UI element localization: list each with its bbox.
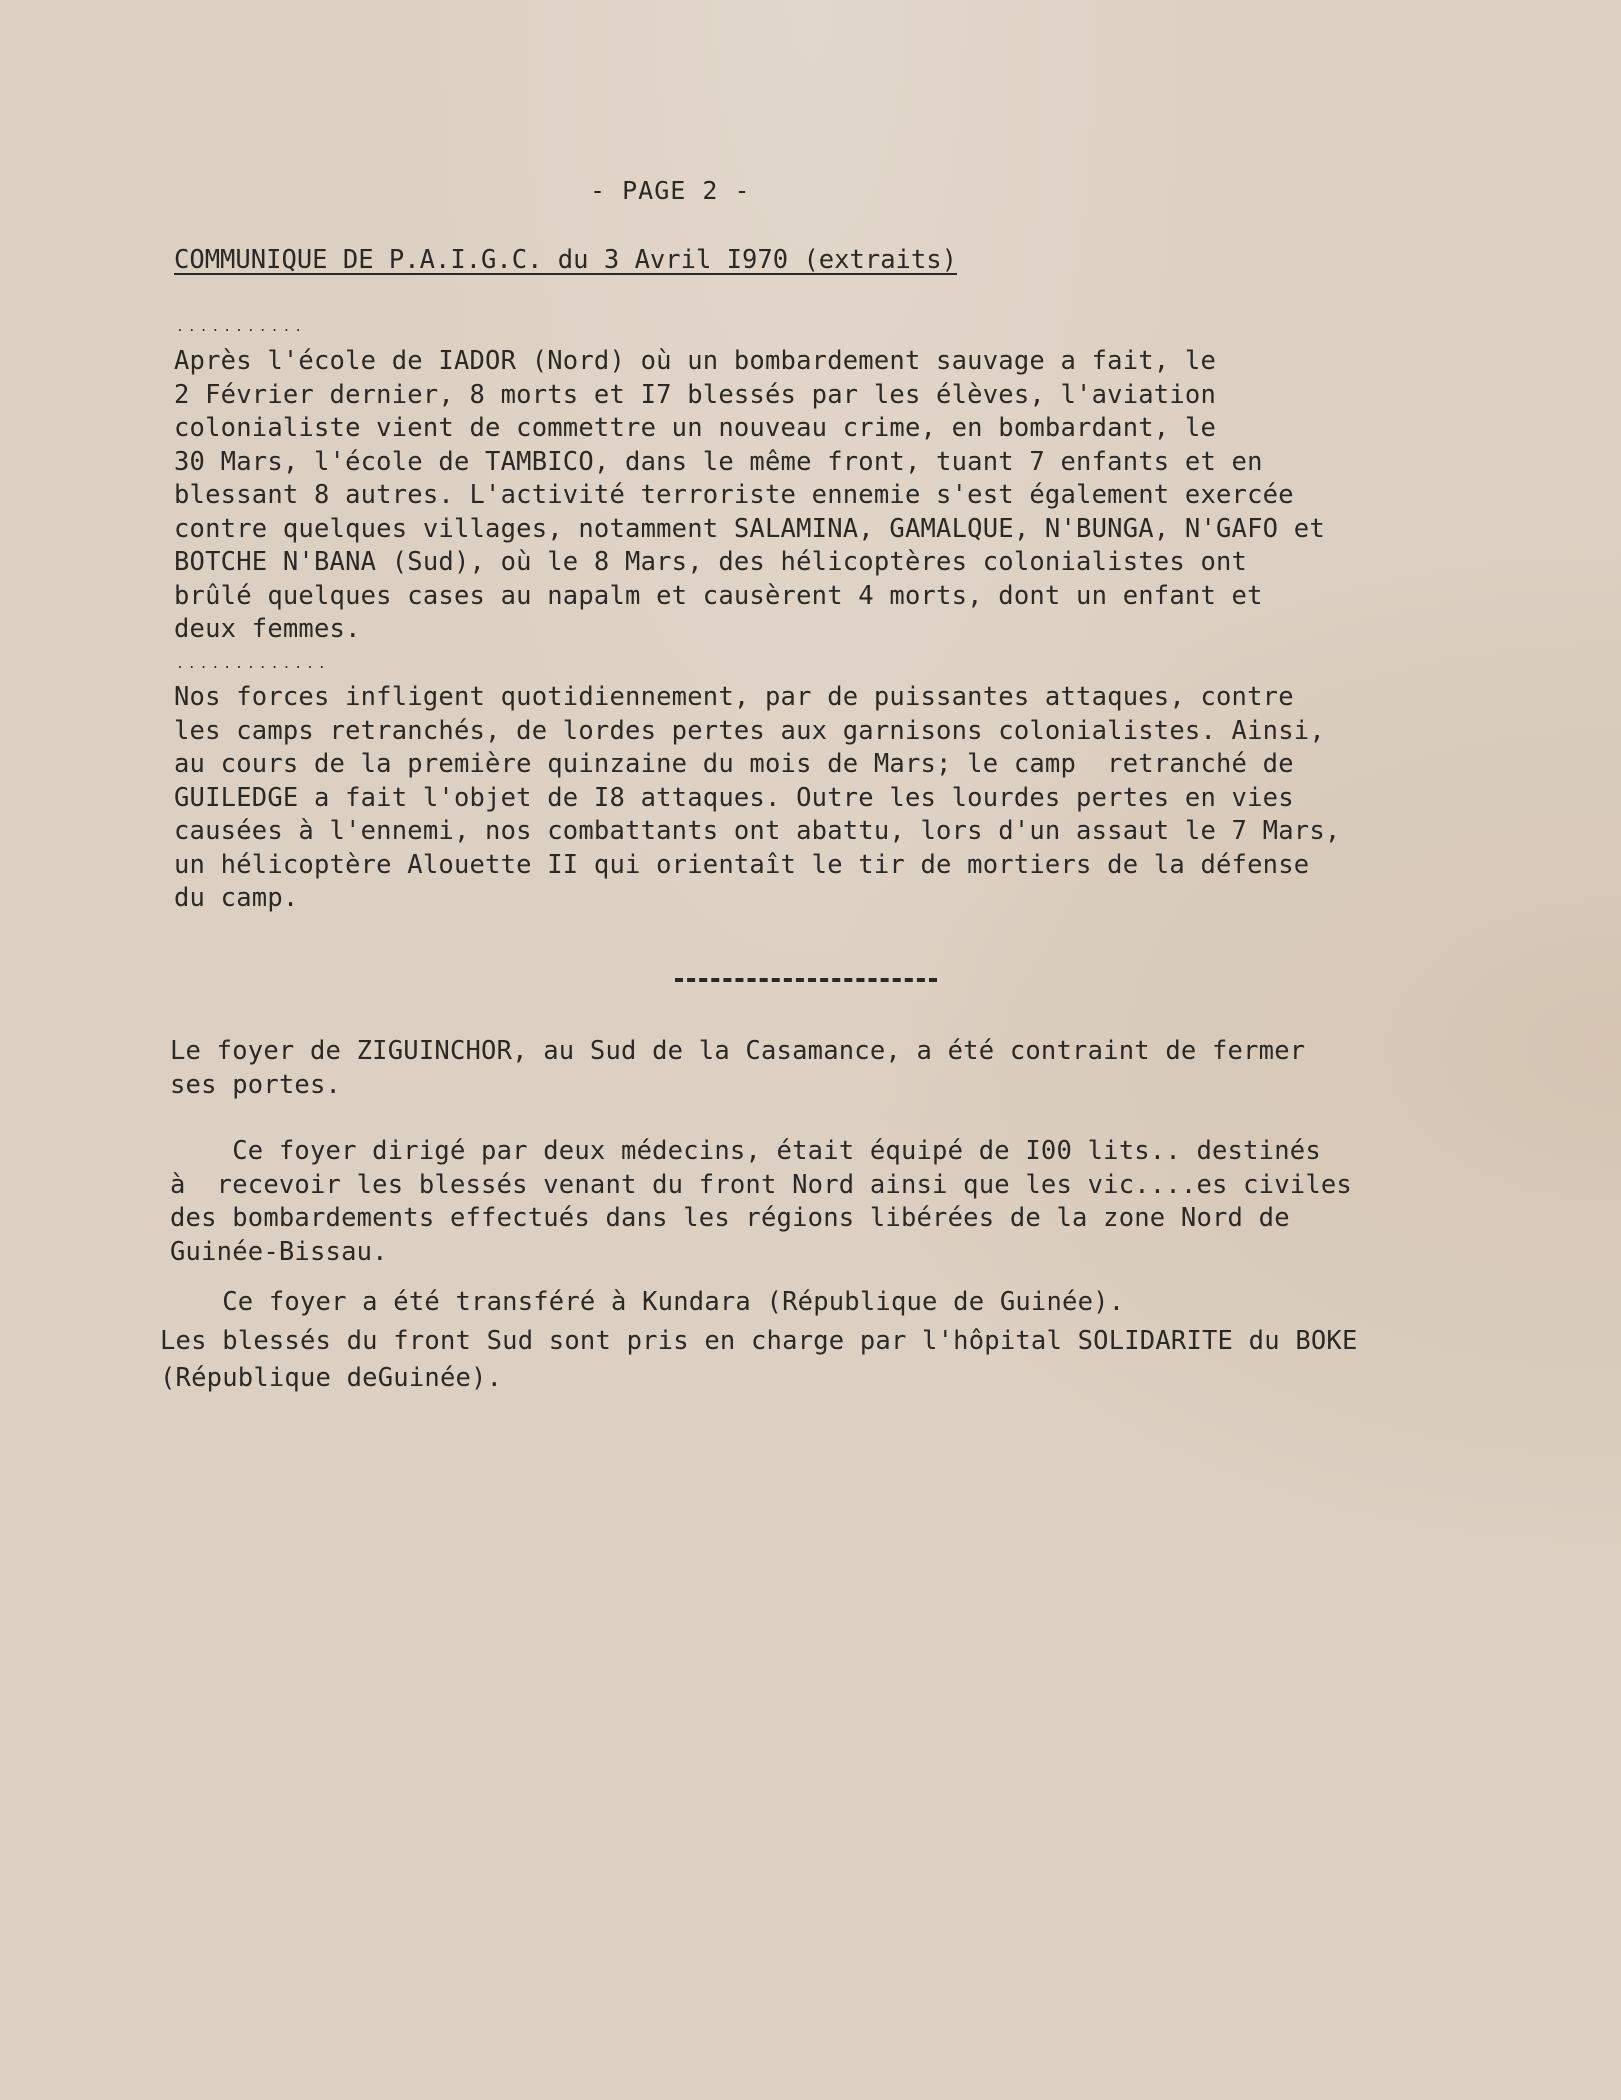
text-line: des bombardements effectués dans les régions libérées de la zone Nord de: [170, 1203, 1290, 1233]
text-line: les camps retranchés, de lordes pertes aux garnisons colonialistes. Ainsi,: [174, 716, 1325, 746]
text-line: Nos forces infligent quotidiennement, par de puissantes attaques, contre: [174, 682, 1294, 712]
text-line: à recevoir les blessés venant du front Nord ainsi que les vic....es civiles: [170, 1170, 1352, 1200]
text-line: brûlé quelques cases au napalm et causèrent 4 morts, dont un enfant et: [174, 581, 1263, 611]
text-line: deux femmes.: [174, 614, 361, 644]
text-line: GUILEDGE a fait l'objet de I8 attaques. Outre les lourdes pertes en vies: [174, 783, 1294, 813]
text-line: causées à l'ennemi, nos combattants ont abattu, lors d'un assaut le 7 Mars,: [174, 816, 1341, 846]
page-header: - PAGE 2 -: [590, 176, 751, 205]
text-line: (République deGuinée).: [160, 1363, 503, 1393]
document-title: COMMUNIQUE DE P.A.I.G.C. du 3 Avril I970 (extraits): [174, 245, 957, 275]
text-line: Après l'école de IADOR (Nord) où un bombardement sauvage a fait, le: [174, 346, 1217, 376]
text-line: Le foyer de ZIGUINCHOR, au Sud de la Casamance, a été contraint de fermer: [170, 1036, 1306, 1066]
text-line: BOTCHE N'BANA (Sud), où le 8 Mars, des hélicoptères colonialistes ont: [174, 547, 1248, 577]
text-line: au cours de la première quinzaine du mois de Mars; le camp retranché de: [174, 749, 1294, 779]
dot-separator: ...........: [176, 320, 307, 335]
text-line: Ce foyer dirigé par deux médecins, était équipé de I00 lits.. destinés: [170, 1136, 1321, 1166]
text-line: du camp.: [174, 883, 299, 913]
text-line: Ce foyer a été transféré à Kundara (République de Guinée).: [160, 1287, 1125, 1317]
text-line: Guinée-Bissau.: [170, 1237, 388, 1267]
text-line: Les blessés du front Sud sont pris en charge par l'hôpital SOLIDARITE du BOKE: [160, 1326, 1358, 1356]
text-line: 2 Février dernier, 8 morts et I7 blessés par les élèves, l'aviation: [174, 380, 1217, 410]
text-line: colonialiste vient de commettre un nouveau crime, en bombardant, le: [174, 413, 1217, 443]
text-line: 30 Mars, l'école de TAMBICO, dans le même front, tuant 7 enfants et en: [174, 447, 1263, 477]
text-line: un hélicoptère Alouette II qui orientaît le tir de mortiers de la défense: [174, 850, 1310, 880]
dashed-separator: [675, 978, 937, 982]
text-line: contre quelques villages, notamment SALAMINA, GAMALQUE, N'BUNGA, N'GAFO et: [174, 514, 1325, 544]
text-line: blessant 8 autres. L'activité terroriste ennemie s'est également exercée: [174, 480, 1294, 510]
dot-separator: .............: [176, 657, 330, 672]
text-line: ses portes.: [170, 1070, 342, 1100]
